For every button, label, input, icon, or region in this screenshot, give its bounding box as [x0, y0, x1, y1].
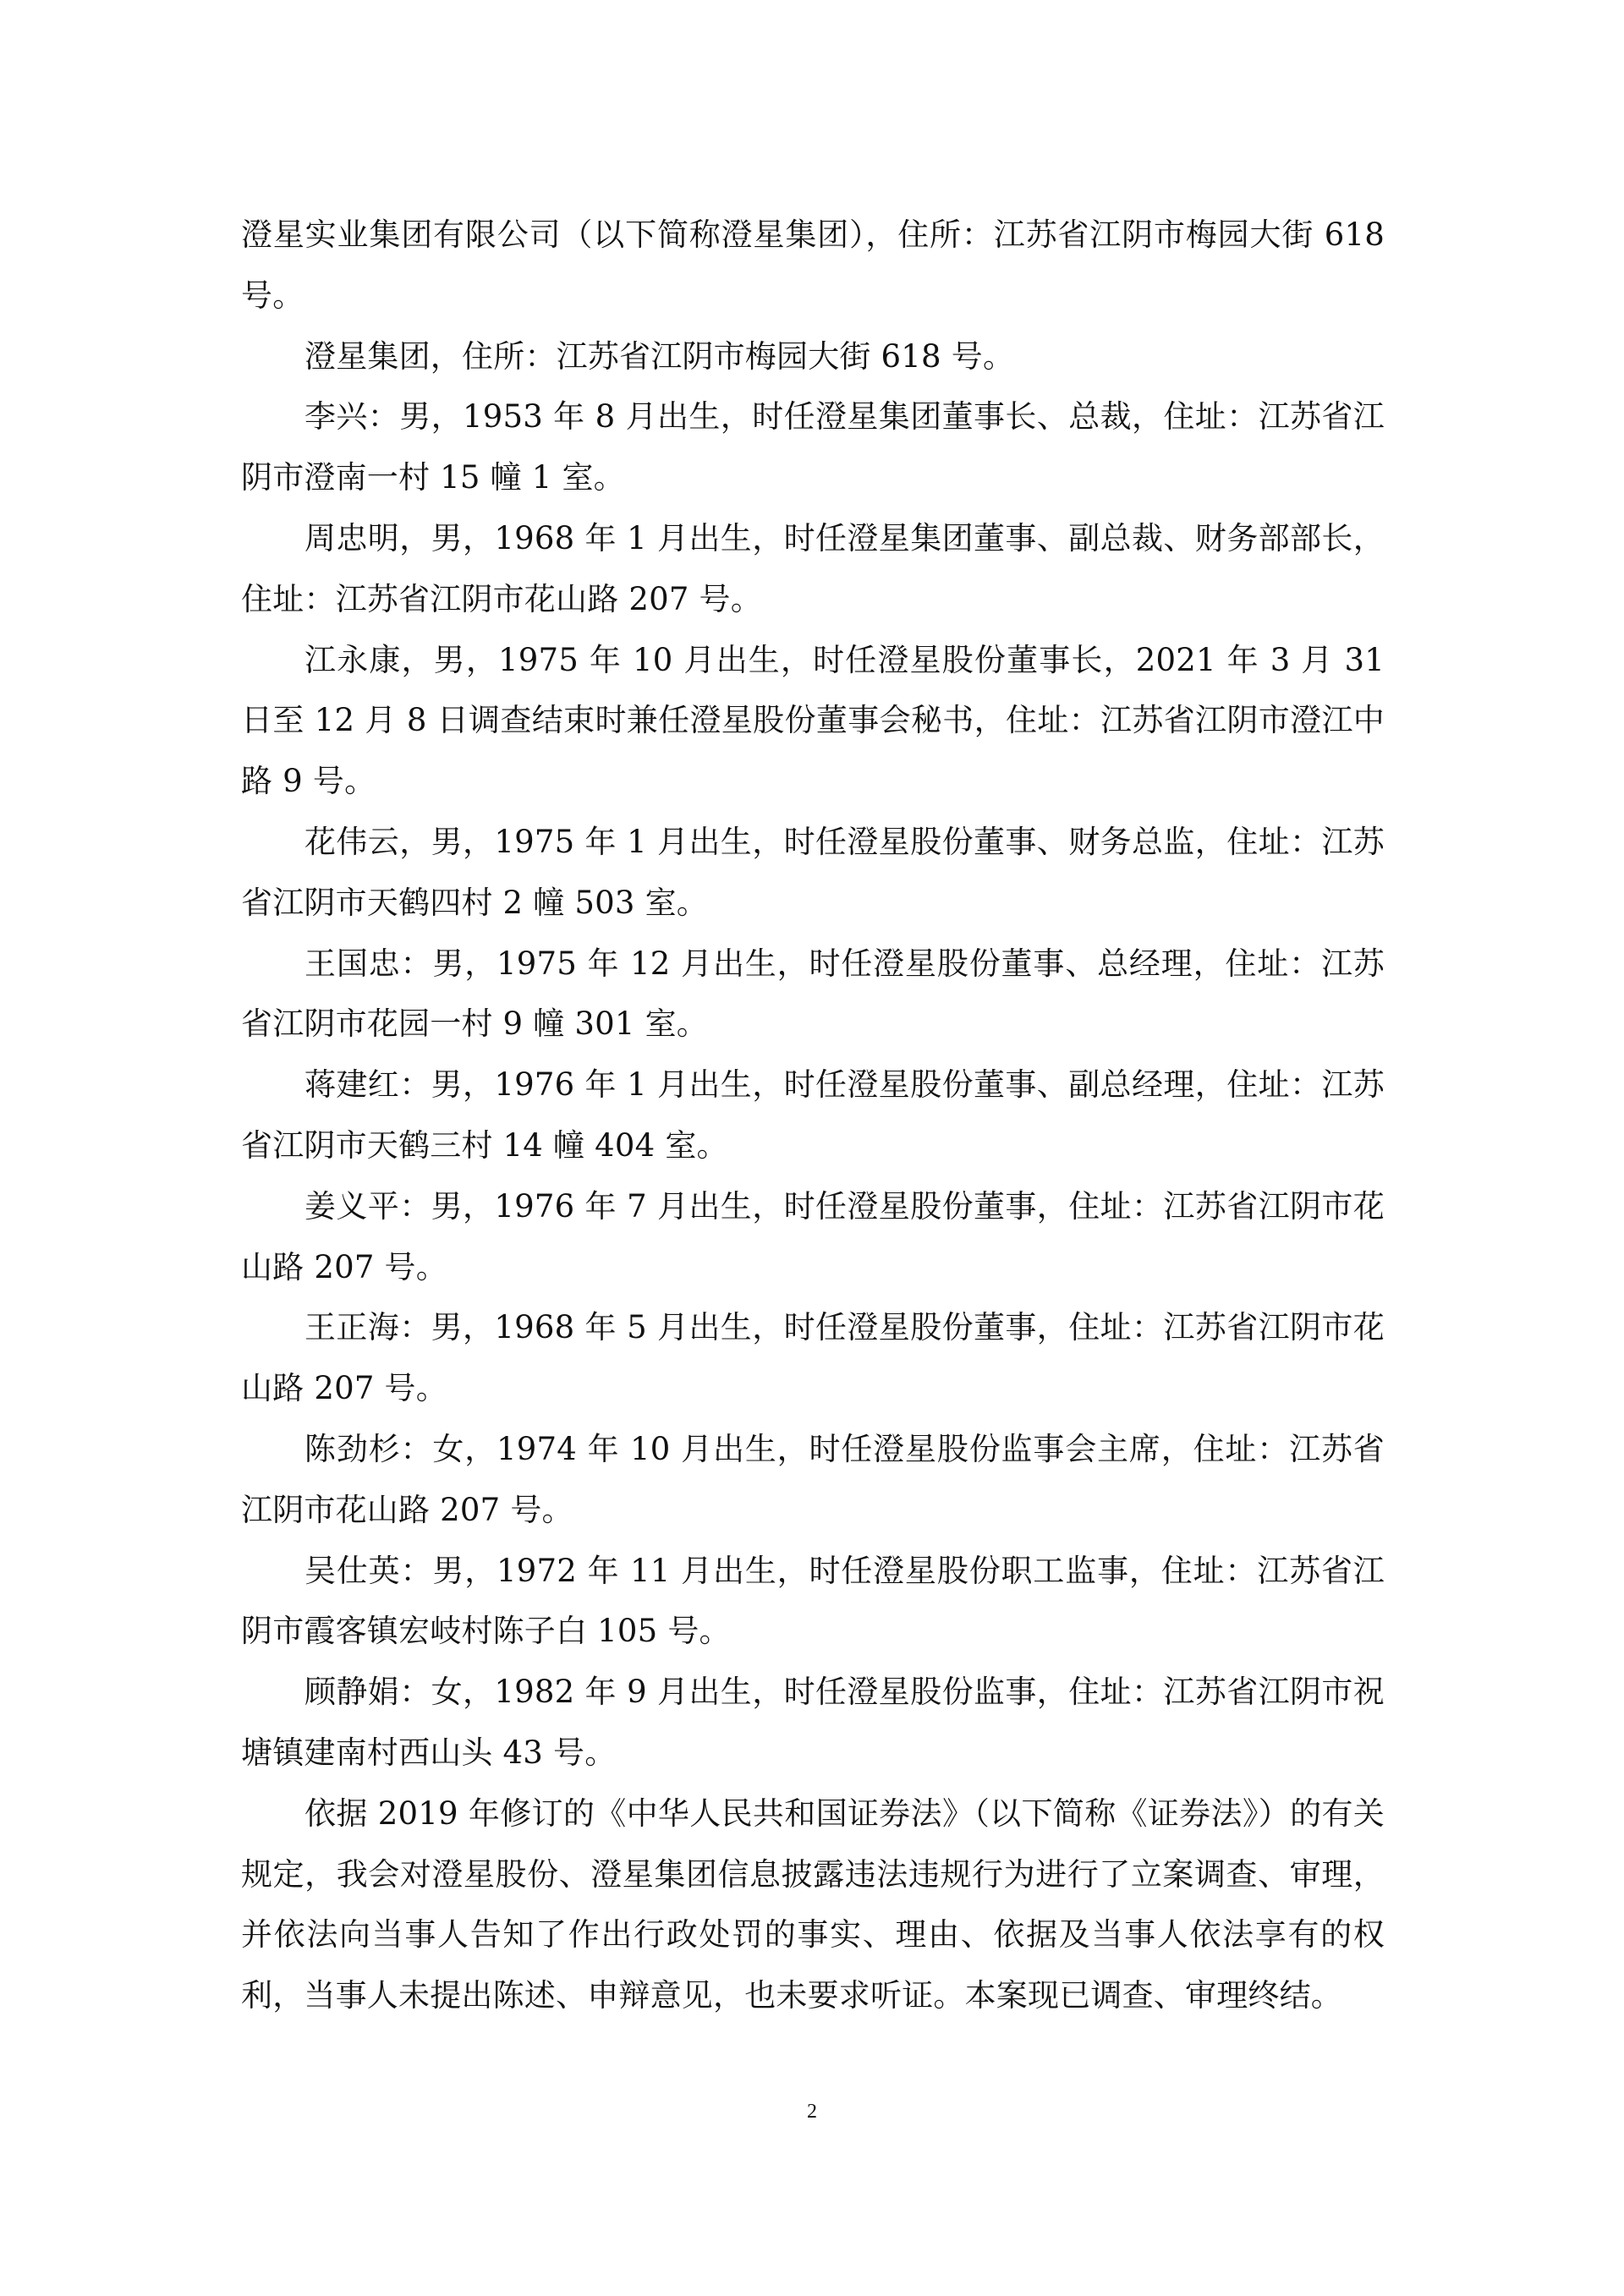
- paragraph-person-chen-jinshan: 陈劲杉：女，1974 年 10 月出生，时任澄星股份监事会主席，住址：江苏省江阴市花山路 207 号。: [241, 1430, 1385, 1528]
- paragraph-person-gu-jingjuan: 顾静娟：女，1982 年 9 月出生，时任澄星股份监事，住址：江苏省江阴市祝塘镇建南村西山头 43 号。: [241, 1674, 1385, 1771]
- paragraph-person-wang-guozhong: 王国忠：男，1975 年 12 月出生，时任澄星股份董事、总经理，住址：江苏省江阴市花园一村 9 幢 301 室。: [241, 945, 1385, 1043]
- paragraph-legal-basis: 依据 2019 年修订的《中华人民共和国证券法》（以下简称《证券法》）的有关规定，我会对澄星股份、澄星集团信息披露违法违规行为进行了立案调查、审理，并依法向当事人告知了作出行政处罚的事实、理由、依据及当事人依法享有的权利，当事人未提出陈述、申辩意见，也未要求听证。本案现已调查、审理终结。: [241, 1795, 1385, 2014]
- paragraph-person-wu-shiying: 吴仕英：男，1972 年 11 月出生，时任澄星股份职工监事，住址：江苏省江阴市霞客镇宏岐村陈子白 105 号。: [241, 1552, 1385, 1650]
- paragraph-person-li-xing: 李兴：男，1953 年 8 月出生，时任澄星集团董事长、总裁，住址：江苏省江阴市澄南一村 15 幢 1 室。: [241, 398, 1385, 496]
- paragraph-person-jiang-yiping: 姜义平：男，1976 年 7 月出生，时任澄星股份董事，住址：江苏省江阴市花山路 207 号。: [241, 1187, 1385, 1285]
- paragraph-chengxing-group: 澄星集团，住所：江苏省江阴市梅园大街 618 号。: [304, 337, 1015, 375]
- paragraph-person-jiang-yongkang: 江永康，男，1975 年 10 月出生，时任澄星股份董事长，2021 年 3 月 31 日至 12 月 8 日调查结束时兼任澄星股份董事会秘书，住址：江苏省江阴市澄江中路 9 号。: [241, 641, 1385, 800]
- document-body: [241, 205, 1385, 2026]
- paragraph-company-chengxing-group-intro: 澄星实业集团有限公司（以下简称澄星集团），住所：江苏省江阴市梅园大街 618 号。: [241, 216, 1385, 314]
- paragraph-person-jiang-jianhong: 蒋建红：男，1976 年 1 月出生，时任澄星股份董事、副总经理，住址：江苏省江阴市天鹤三村 14 幢 404 室。: [241, 1066, 1385, 1164]
- page-number: 2: [807, 2101, 817, 2123]
- paragraph-person-hua-weiyun: 花伟云，男，1975 年 1 月出生，时任澄星股份董事、财务总监，住址：江苏省江阴市天鹤四村 2 幢 503 室。: [241, 823, 1385, 921]
- paragraph-person-zhou-zhongming: 周忠明，男，1968 年 1 月出生，时任澄星集团董事、副总裁、财务部部长，住址：江苏省江阴市花山路 207 号。: [241, 519, 1385, 617]
- paragraph-person-wang-zhenghai: 王正海：男，1968 年 5 月出生，时任澄星股份董事，住址：江苏省江阴市花山路 207 号。: [241, 1309, 1385, 1407]
